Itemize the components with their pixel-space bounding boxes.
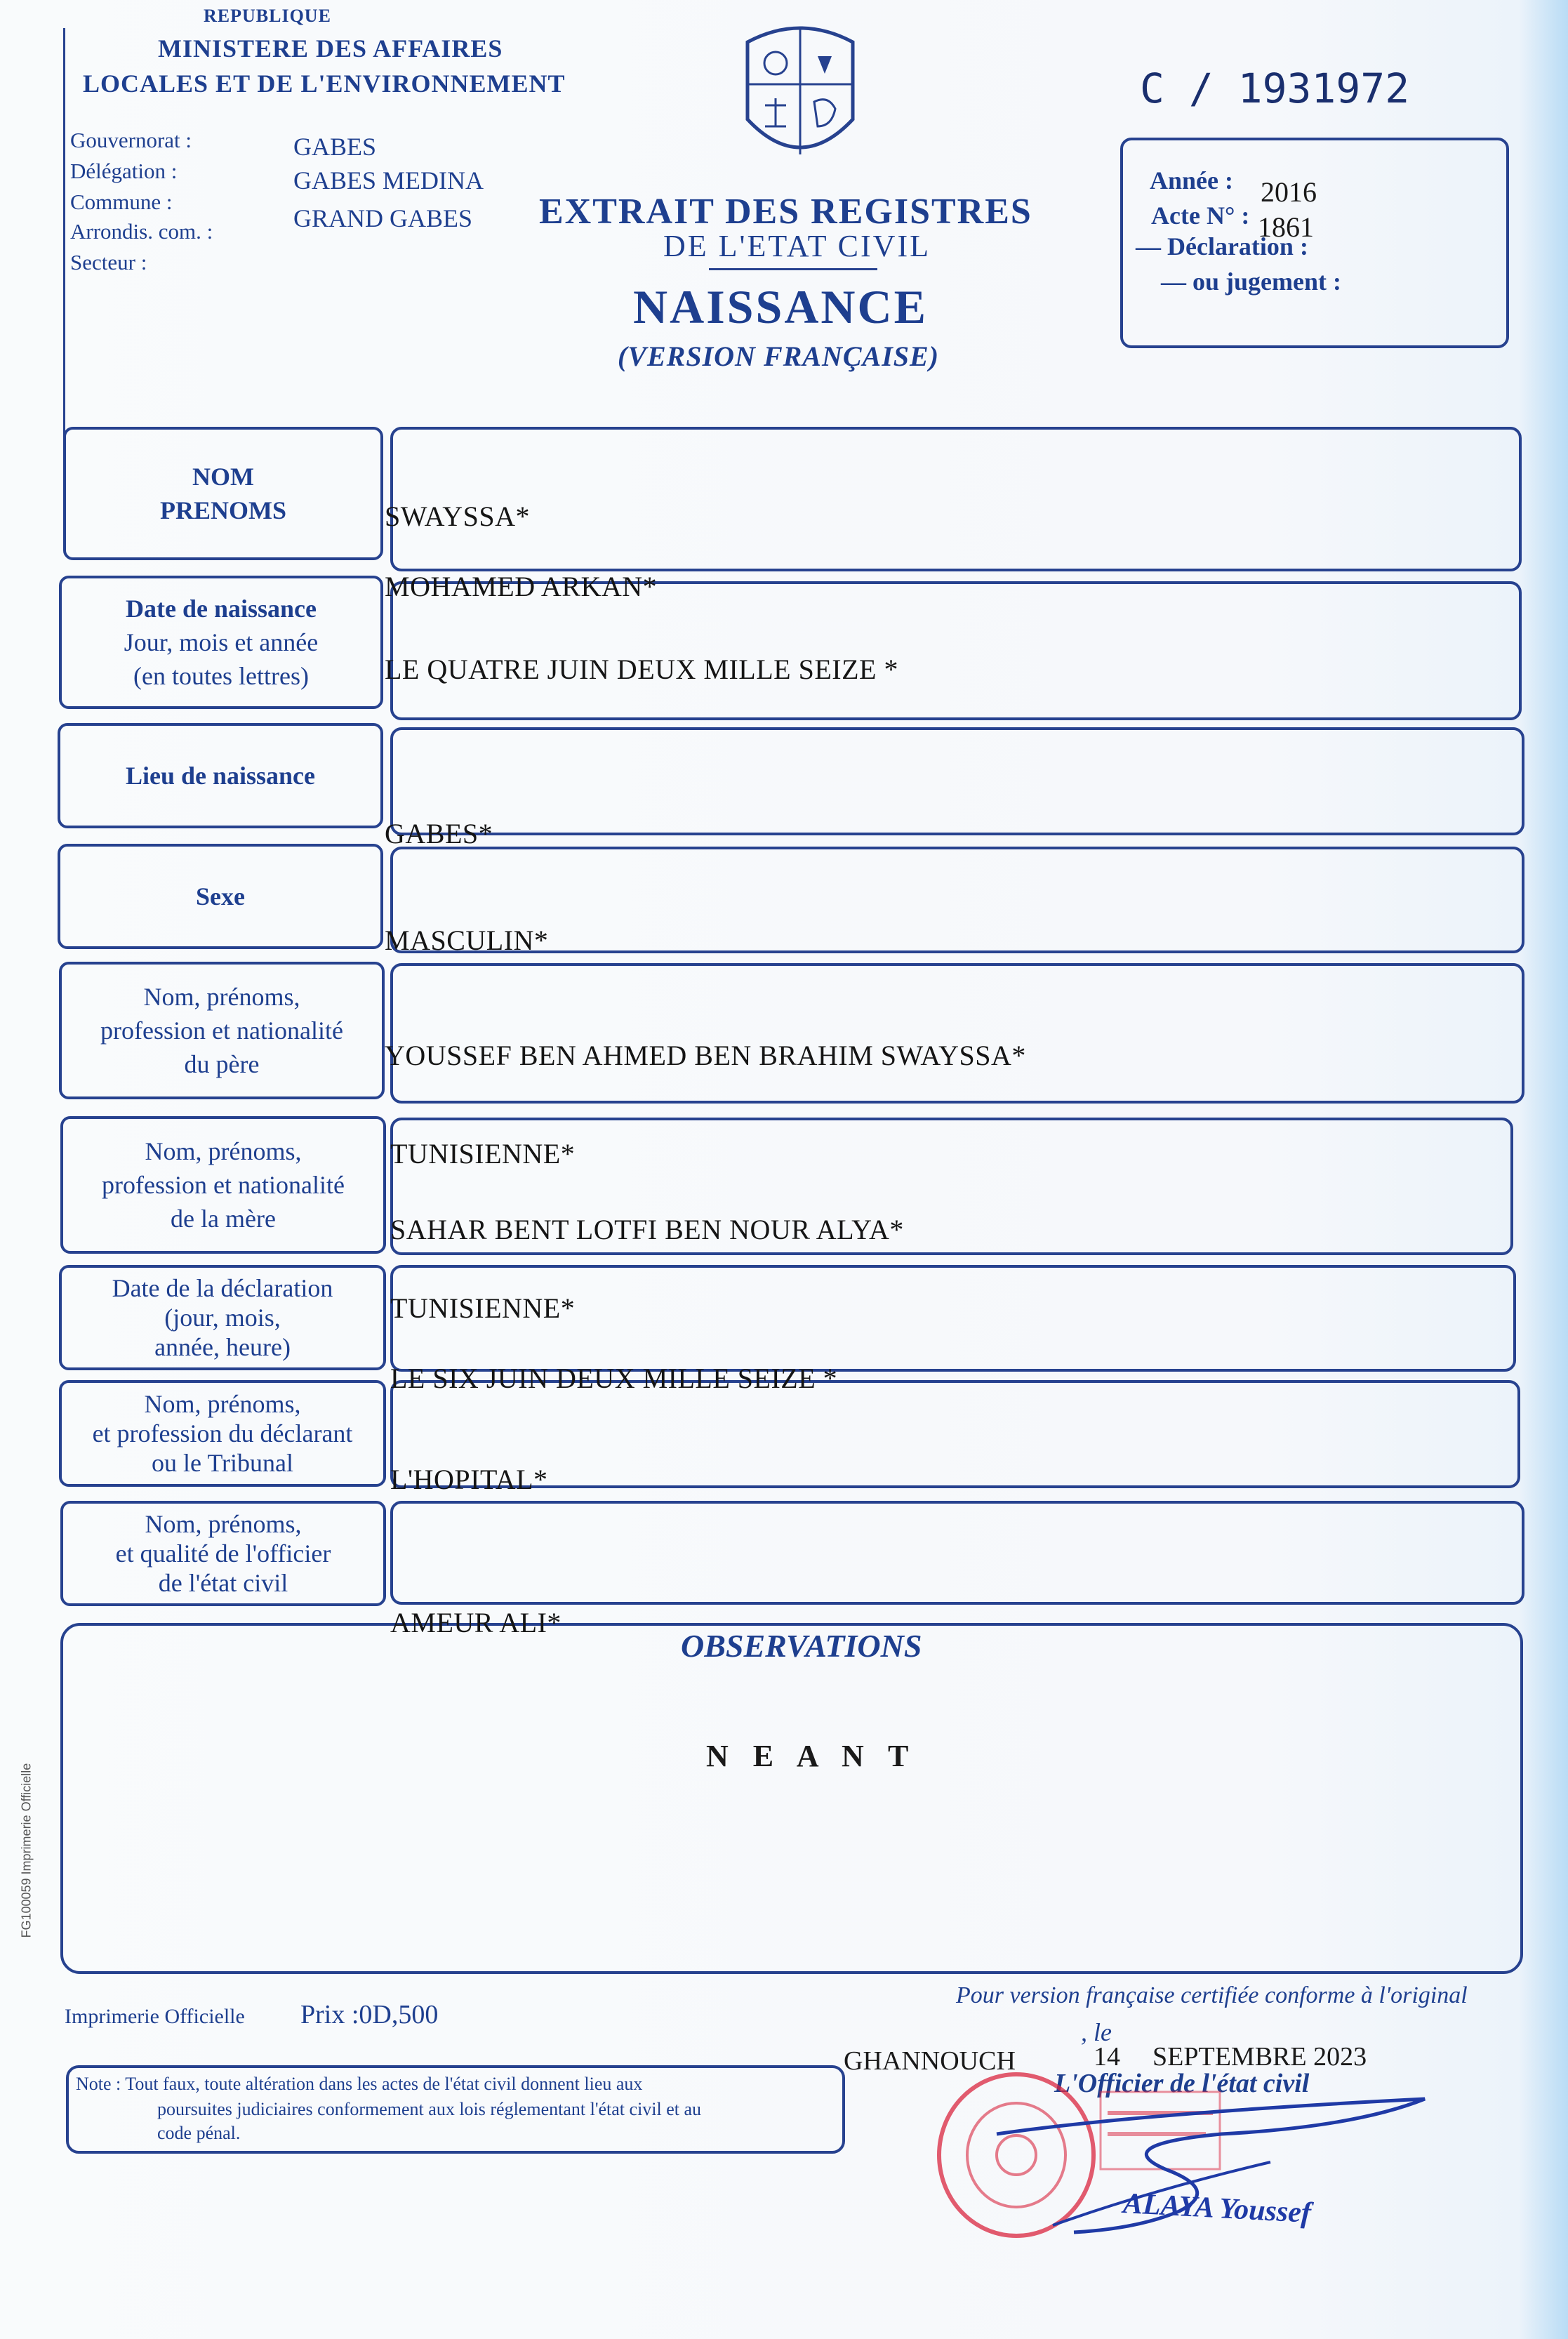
label-pere-2: profession et nationalité [100,1016,343,1045]
label-date-naissance-2: Jour, mois et année [124,628,319,656]
label-declarant-1: Nom, prénoms, [144,1390,301,1418]
note-line-2: poursuites judiciaires conformement aux lois réglementant l'état civil et au [157,2099,702,2119]
value-sexe: MASCULIN* [385,925,549,956]
footer-lieu: GHANNOUCH [844,2046,1016,2076]
label-box-lieu [58,723,383,828]
value-box-nom [390,427,1522,571]
label-prenoms: PRENOMS [160,496,286,524]
title-extrait: EXTRAIT DES REGISTRES [539,192,1032,232]
commune-label: Commune : [70,190,173,214]
footer-jour: 14 [1094,2042,1120,2072]
secteur-label: Secteur : [70,250,147,274]
footer-le: , le [1081,2018,1112,2046]
title-naissance: NAISSANCE [633,280,928,333]
delegation-label: Délégation : [70,159,178,183]
paper-edge [1519,0,1568,2339]
value-officier: AMEUR ALI* [390,1607,562,1638]
arrondis-label: Arrondis. com. : [70,219,213,244]
label-lieu: Lieu de naissance [125,762,316,790]
acte-value: 1861 [1258,211,1314,243]
label-box-mere [60,1116,386,1254]
footer-prix: Prix :0D,500 [300,2000,439,2029]
label-box-declaration [59,1265,386,1370]
title-etat-civil: DE L'ETAT CIVIL [663,229,931,263]
delegation-value: GABES MEDINA [293,166,484,194]
value-declarant: L'HOPITAL* [390,1464,548,1495]
ministry-line-1: MINISTERE DES AFFAIRES [158,34,503,62]
label-mere-3: de la mère [171,1205,276,1233]
observations-title: OBSERVATIONS [681,1628,922,1664]
serial-number: C / 1931972 [1140,65,1410,112]
ministry-line-2: LOCALES ET DE L'ENVIRONNEMENT [83,69,566,98]
title-underline [709,268,877,270]
value-box-sexe [390,847,1524,953]
label-pere-1: Nom, prénoms, [143,983,300,1011]
footer-imprimerie: Imprimerie Officielle [65,2005,245,2028]
observations-box [60,1623,1523,1974]
coat-of-arms-icon [733,14,867,175]
label-officier-1: Nom, prénoms, [145,1510,302,1538]
note-line-3: code pénal. [157,2123,241,2143]
label-sexe: Sexe [196,882,245,910]
observations-text: N E A N T [706,1739,917,1773]
label-box-pere [59,962,385,1099]
footer-mois-annee: SEPTEMBRE 2023 [1152,2042,1367,2072]
label-box-date-naissance [59,576,383,709]
label-box-nom-prenoms [63,427,383,560]
label-declarant-2: et profession du déclarant [92,1419,353,1447]
value-declaration: LE SIX JUIN DEUX MILLE SEIZE * [390,1363,838,1394]
footer-certifie: Pour version française certifiée conforme à l'original [956,1982,1468,2008]
label-mere-2: profession et nationalité [102,1171,345,1199]
footer-officier: L'Officier de l'état civil [1054,2069,1310,2098]
label-declarant-3: ou le Tribunal [151,1449,294,1477]
value-pere-nationalite: TUNISIENNE* [390,1138,576,1170]
value-mere-nationalite: TUNISIENNE* [390,1292,576,1324]
label-officier-2: et qualité de l'officier [115,1539,331,1568]
label-box-declarant [59,1380,386,1487]
declaration-label: — Déclaration : [1136,232,1308,260]
value-pere: YOUSSEF BEN AHMED BEN BRAHIM SWAYSSA* [385,1040,1026,1071]
label-box-officier [60,1501,386,1606]
gouvernorat-label: Gouvernorat : [70,128,192,152]
jugement-label: — ou jugement : [1161,267,1341,296]
value-box-pere [390,963,1524,1104]
value-box-lieu [390,727,1524,835]
annee-value: 2016 [1261,176,1317,208]
label-date-naissance-3: (en toutes lettres) [133,662,309,690]
value-box-declarant [390,1380,1520,1488]
value-nom: SWAYSSA* [385,501,531,532]
label-box-sexe [58,844,383,949]
label-date-naissance: Date de naissance [126,595,317,623]
side-print-code: FG100059 Imprimerie Officielle [19,1763,34,1938]
label-decl-1: Date de la déclaration [112,1274,333,1302]
label-decl-3: année, heure) [154,1333,291,1361]
label-pere-3: du père [184,1050,260,1078]
note-line-1: Note : Tout faux, toute altération dans les actes de l'état civil donnent lieu aux [76,2074,643,2094]
commune-value: GRAND GABES [293,204,473,232]
value-box-officier [390,1501,1524,1605]
annee-label: Année : [1150,166,1233,194]
republique-label: REPUBLIQUE [204,6,331,26]
value-mere: SAHAR BENT LOTFI BEN NOUR ALYA* [390,1214,904,1245]
label-officier-3: de l'état civil [158,1569,288,1597]
label-nom: NOM [192,463,254,491]
label-mere-1: Nom, prénoms, [145,1137,302,1165]
label-decl-2: (jour, mois, [164,1304,281,1332]
acte-label: Acte N° : [1151,201,1250,230]
title-version: (VERSION FRANÇAISE) [618,340,940,372]
value-lieu: GABES* [385,818,493,849]
value-date-naissance: LE QUATRE JUIN DEUX MILLE SEIZE * [385,654,898,685]
gouvernorat-value: GABES [293,133,377,161]
signature-name: ALAYA Youssef [1122,2187,1313,2229]
value-prenoms: MOHAMED ARKAN* [385,571,658,602]
